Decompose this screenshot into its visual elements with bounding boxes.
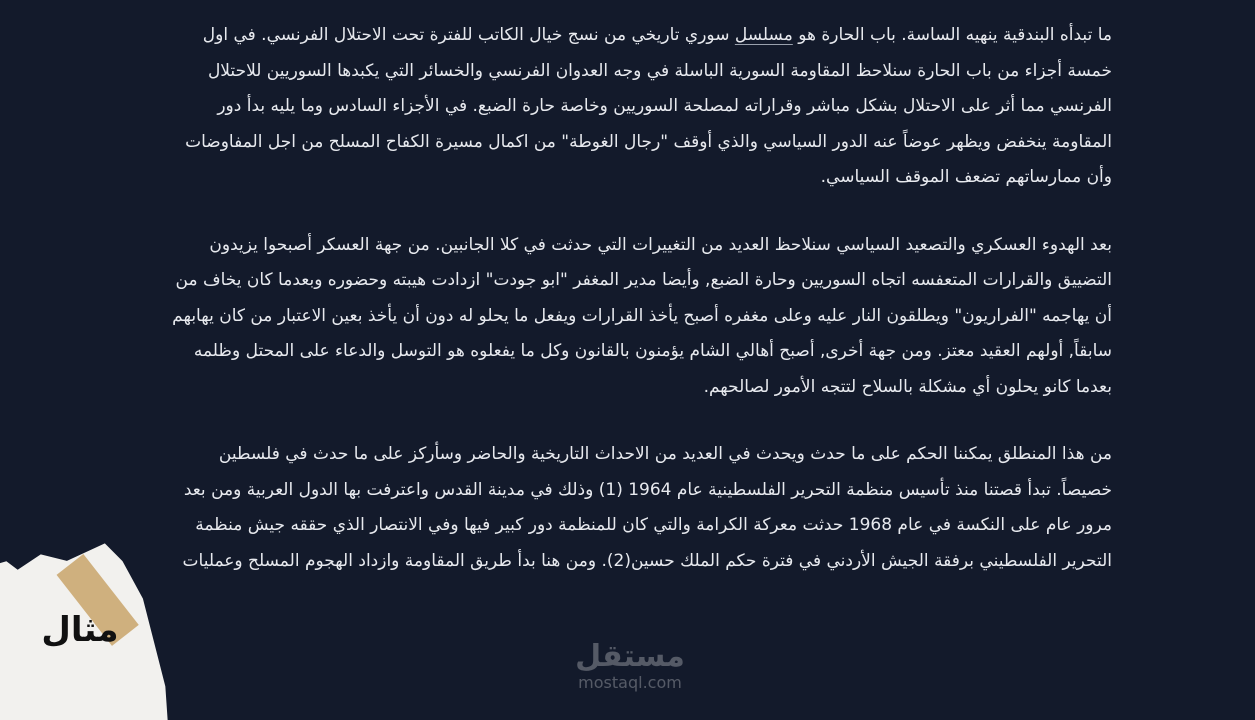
paragraph-1-rest: سوري تاريخي من نسج خيال الكاتب للفترة تحت الاحتلال الفرنسي. في اول خمسة أجزاء من باب الحارة سنلاحظ المقاومة السورية الباسلة في وجه العدوان الفرنسي والخسائر التي يكبدها السوريين للاحتلال الفرنسي مما أثر على الاحتلال بشكل مباشر وقراراته لمصلحة السوريين وخاصة حارة الضبع. في الأجزاء السادس وما يليه بدأ دور المقاومة ينخفض ويظهر عوضاً عنه الدور السياسي والذي أوقف "رجال الغوطة" من اكمال مسيرة الكفاح المسلح من اجل المفاوضات وأن ممارساتهم تضعف الموقف السياسي.: [185, 25, 1112, 187]
paragraph-1: [170, 18, 1112, 196]
paragraph-3: من هذا المنطلق يمكننا الحكم على ما حدث ويحدث في العديد من الاحداث التاريخية والحاضر وسأركز على ما حدث في فلسطين خصيصاً. تبدأ قصتنا منذ تأسيس منظمة التحرير الفلسطينية عام 1964 (1) وذلك في مدينة القدس واعترفت بها الدول العربية ومن بعد مرور عام على النكسة في عام 1968 حدثت معركة الكرامة والتي كان للمنظمة دور كبير فيها وفي الانتصار الذي حققه جيش منظمة التحرير الفلسطيني برفقة الجيش الأردني في فترة حكم الملك حسين(2). ومن هنا بدأ طريق المقاومة وازداد الهجوم المسلح وعمليات: [182, 444, 1112, 571]
example-label: مثال: [41, 610, 119, 650]
watermark-latin: mostaql.com: [578, 673, 682, 692]
watermark-arabic: مستقل: [575, 639, 685, 674]
paragraph-2: بعد الهدوء العسكري والتصعيد السياسي سنلاحظ العديد من التغييرات التي حدثت في كلا الجانبين. من جهة العسكر أصبحوا يزيدون التضييق والقرارات المتعفسه اتجاه السوريين وحارة الضبع, وأيضا مدير المغفر "ابو جودت" ازدادت هيبته وحضوره وبعدما كان يخاف من أن يهاجمه "الفراريون" ويطلقون النار عليه وعلى مغفره أصبح يأخذ القرارات ويفعل ما يحلو له دون أن يأخذ بعين الاعتبار من كان يهابهم سابقاً, أولهم العقيد معتز. ومن جهة أخرى, أصبح أهالي الشام يؤمنون بالقانون وكل ما يفعلوه هو التوسل والدعاء على المحتل وظلمه بعدما كانو يحلون أي مشكلة بالسلاح لتتجه الأمور لصالحهم.: [172, 234, 1112, 397]
article-body: [170, 18, 1112, 611]
paragraph-1-start: ما تبدأه البندقية ينهيه الساسة. باب الحارة هو: [792, 25, 1112, 45]
spellcheck-word: مسلسل: [734, 25, 793, 45]
watermark-logo: [555, 640, 705, 710]
